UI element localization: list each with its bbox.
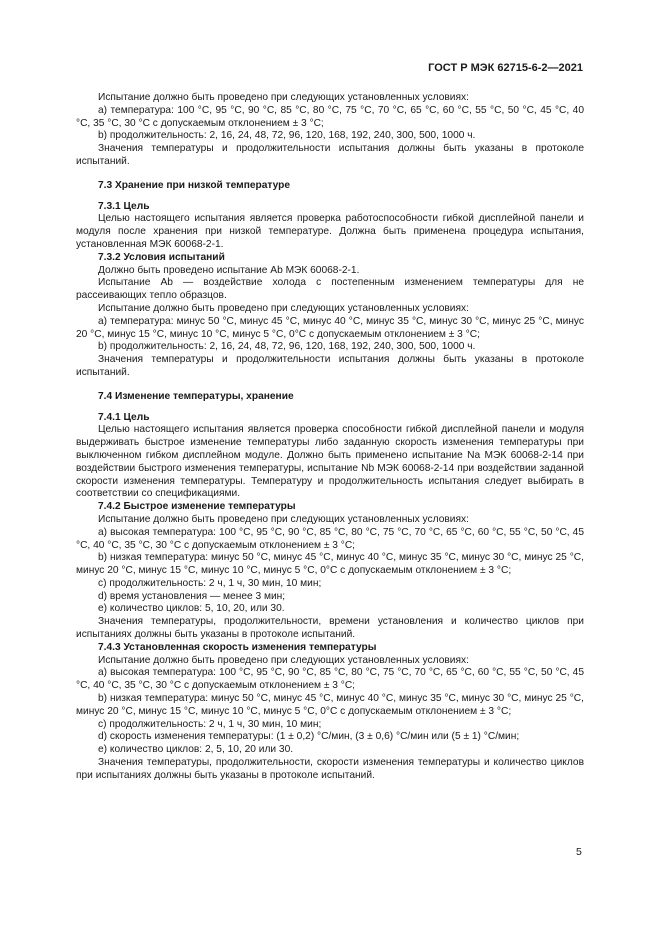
- list-item: b) продолжительность: 2, 16, 24, 48, 72, 96, 120, 168, 192, 240, 300, 500, 1000 ч.: [98, 130, 476, 142]
- list-item: b) низкая температура: минус 50 °C, минус 45 °C, минус 40 °C, минус 35 °C, минус 30 °C, минус 25 °C, минус 20 °C, минус 15 °C, минус 10 °C, минус 5 °C, 0°C с допускаемым отклонением ± 3 °C;: [76, 552, 584, 577]
- list-item: b) продолжительность: 2, 16, 24, 48, 72, 96, 120, 168, 192, 240, 300, 500, 1000 ч.: [98, 341, 476, 353]
- list-item: a) высокая температура: 100 °C, 95 °C, 90 °C, 85 °C, 80 °C, 75 °C, 70 °C, 65 °C, 60 °C, 55 °C, 50 °C, 45 °C, 40 °C, 35 °C, 30 °C с допускаемым отклонением ± 3 °C;: [76, 526, 584, 551]
- list-item: d) время установления — менее 3 мин;: [98, 590, 286, 602]
- paragraph: Испытание должно быть проведено при следующих установленных условиях:: [98, 92, 469, 103]
- document-body: [76, 92, 584, 783]
- section-heading: 7.3 Хранение при низкой температуре: [98, 179, 291, 191]
- list-item: c) продолжительность: 2 ч, 1 ч, 30 мин, 10 мин;: [98, 577, 322, 589]
- paragraph: Значения температуры и продолжительности испытания должны быть указаны в протоколе испытаний.: [76, 143, 584, 167]
- paragraph: Целью настоящего испытания является проверка способности гибкой дисплейной панели и модуля выдерживать быстрое изменение температуры либо заданную скорость изменения температуры при выключенном гибком дисплейном модуле. Должно быть применено испытание Na МЭК 60068-2-14 при воздействии быстрого изменения температуры, испытание Nb МЭК 60068-2-14 при воздействии заданной скорости изменения температуры. Температуру и продолжительность испытания следует выбирать в соответствии со спецификациями.: [76, 424, 584, 500]
- list-item: a) температура: минус 50 °C, минус 45 °C, минус 40 °C, минус 35 °C, минус 30 °C, минус 25 °C, минус 20 °C, минус 15 °C, минус 10 °C, минус 5 °C, 0°C с допускаемым отклонением ± 3 °C;: [76, 315, 584, 340]
- subsection-heading: 7.4.1 Цель: [98, 411, 150, 423]
- paragraph: Целью настоящего испытания является проверка работоспособности гибкой дисплейной панели и модуля после хранения при низкой температуре. Должна быть применена процедура испытания, установленная МЭК 60068-2-1.: [76, 213, 584, 250]
- paragraph: Испытание Ab — воздействие холода с постепенным изменением температуры для не рассеивающих тепло образцов.: [76, 277, 584, 302]
- list-item: a) температура: 100 °C, 95 °C, 90 °C, 85 °C, 80 °C, 75 °C, 70 °C, 65 °C, 60 °C, 55 °C, 50 °C, 45 °C, 40 °C, 35 °C, 30 °C с допускаемым отклонением ± 3 °C;: [76, 104, 584, 129]
- list-item: c) продолжительность: 2 ч, 1 ч, 30 мин, 10 мин;: [98, 718, 322, 730]
- section-heading: 7.4 Изменение температуры, хранение: [98, 390, 294, 402]
- paragraph: Испытание должно быть проведено при следующих установленных условиях:: [98, 302, 469, 314]
- list-item: e) количество циклов: 2, 5, 10, 20 или 30.: [98, 744, 294, 756]
- paragraph: Испытание должно быть проведено при следующих установленных условиях:: [98, 513, 469, 525]
- document-id-header: ГОСТ Р МЭК 62715-6-2—2021: [428, 62, 583, 74]
- paragraph: Испытание должно быть проведено при следующих установленных условиях:: [98, 654, 469, 666]
- page-number: 5: [576, 846, 582, 858]
- paragraph: Значения температуры, продолжительности, времени установления и количество циклов при испытаниях должны быть указаны в протоколе испытаний.: [76, 616, 584, 641]
- subsection-heading: 7.3.1 Цель: [98, 200, 150, 212]
- subsection-heading: 7.3.2 Условия испытаний: [98, 251, 225, 263]
- list-item: e) количество циклов: 5, 10, 20, или 30.: [98, 603, 285, 615]
- paragraph: Значения температуры, продолжительности, скорости изменения температуры и количество циклов при испытаниях должны быть указаны в протоколе испытаний.: [76, 757, 584, 781]
- subsection-heading: 7.4.3 Установленная скорость изменения температуры: [98, 641, 377, 653]
- paragraph: Должно быть проведено испытание Ab МЭК 60068-2-1.: [98, 264, 360, 276]
- list-item: a) высокая температура: 100 °C, 95 °C, 90 °C, 85 °C, 80 °C, 75 °C, 70 °C, 65 °C, 60 °C, 55 °C, 50 °C, 45 °C, 40 °C, 35 °C, 30 °C с допускаемым отклонением ± 3 °C;: [76, 667, 584, 692]
- list-item: b) низкая температура: минус 50 °C, минус 45 °C, минус 40 °C, минус 35 °C, минус 30 °C, минус 25 °C, минус 20 °C, минус 15 °C, минус 10 °C, минус 5 °C, 0°C с допускаемым отклонением ± 3 °C;: [76, 693, 584, 717]
- list-item: d) скорость изменения температуры: (1 ± 0,2) °C/мин, (3 ± 0,6) °C/мин или (5 ± 1) °C/мин;: [98, 731, 520, 743]
- subsection-heading: 7.4.2 Быстрое изменение температуры: [98, 501, 296, 513]
- paragraph: Значения температуры и продолжительности испытания должны быть указаны в протоколе испытаний.: [76, 354, 584, 378]
